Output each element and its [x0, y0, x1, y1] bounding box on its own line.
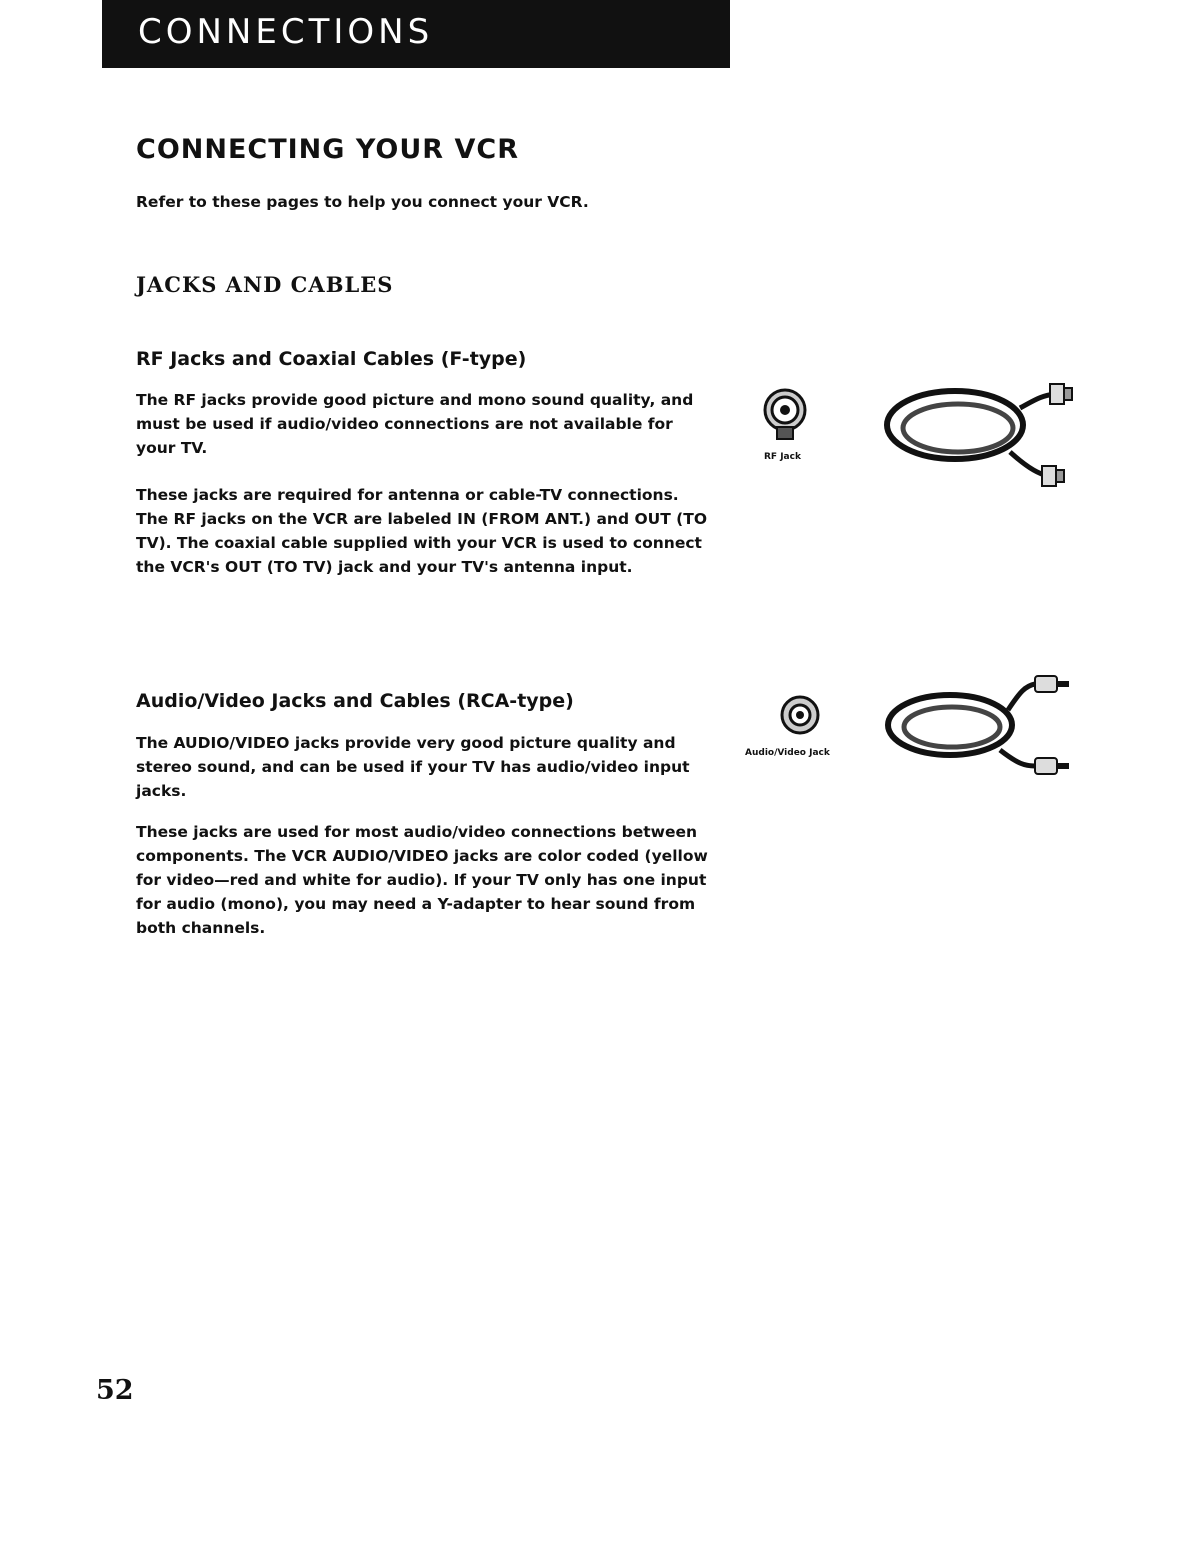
subsection-title: JACKS AND CABLES: [136, 272, 394, 297]
av-heading: Audio/Video Jacks and Cables (RCA-type): [136, 690, 574, 712]
section-title: CONNECTIONS: [138, 12, 434, 52]
rf-jack-label: RF Jack: [764, 452, 801, 462]
rf-paragraph-1: The RF jacks provide good picture and mono sound quality, and must be used if audio/video connections are not available for your TV.: [136, 391, 694, 457]
page-number: 52: [96, 1375, 134, 1406]
rf-heading: RF Jacks and Coaxial Cables (F-type): [136, 348, 527, 370]
av-paragraph-2: These jacks are used for most audio/video connections between components. The VCR AUDIO/VIDEO jacks are color coded (yellow for video—red and white for audio). If your TV only has one input for audio (mono), you may need a Y-adapter to hear sound from both channels.: [136, 823, 708, 937]
rf-paragraph-2: These jacks are required for antenna or cable-TV connections. The RF jacks on the VCR are labeled IN (FROM ANT.) and OUT (TO TV). The coaxial cable supplied with your VCR is used to connect the VCR's OUT (TO TV) jack and your TV's antenna input.: [136, 486, 708, 576]
rf-jack-icon: [760, 385, 810, 445]
av-jack-label: Audio/Video Jack: [745, 748, 830, 758]
av-jack-icon: [775, 693, 825, 741]
page-title: CONNECTING YOUR VCR: [136, 134, 519, 165]
section-banner: [102, 0, 730, 68]
rca-cable-icon: [880, 670, 1075, 780]
coaxial-cable-icon: [880, 370, 1080, 490]
av-paragraph-1: The AUDIO/VIDEO jacks provide very good picture quality and stereo sound, and can be used if your TV has audio/video input jacks.: [136, 734, 690, 800]
intro-text: Refer to these pages to help you connect your VCR.: [136, 193, 589, 211]
